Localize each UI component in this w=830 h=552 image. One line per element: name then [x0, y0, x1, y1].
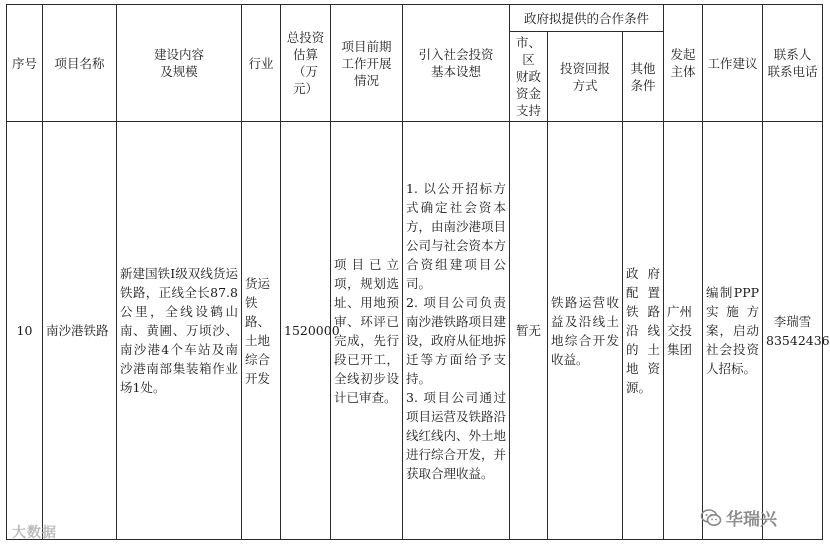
header-industry: 行业	[242, 5, 281, 122]
cell-preparation: 项目已立项，规划选址、用地预审、环评已完成，先行段已开工，全线初步设计已审查。	[331, 122, 403, 540]
header-suggestion: 工作建议	[703, 5, 763, 122]
header-project-name: 项目名称	[43, 5, 117, 122]
cell-other-conditions: 政府配置铁路沿线的土地资源。	[623, 122, 664, 540]
header-contact: 联系人 联系电话	[763, 5, 823, 122]
header-seq: 序号	[7, 5, 43, 122]
header-gov-conditions: 政府拟提供的合作条件	[510, 5, 664, 32]
cell-social-capital: 1. 以公开招标方式确定社会资本方，由南沙港项目公司与社会资本方合资组建项目公司。 2. 项目公司负责南沙港铁路项目建设，政府从征地拆迁等方面给予支持。 3. 项目公司通过项目运营及铁路沿线红线内、外土地进行综合开发，并获取合理收益。	[403, 122, 510, 540]
watermark-right	[700, 505, 777, 530]
cell-content-scale: 新建国铁Ⅰ级双线货运铁路，正线全长87.8公里，全线设鹤山南、黄圃、万顷沙、南沙港4个车站及南沙港南部集装箱作业场1处。	[117, 122, 242, 540]
watermark-left: 大数据	[12, 525, 57, 541]
cell-project-name: 南沙港铁路	[43, 122, 117, 540]
cell-contact	[763, 122, 830, 540]
cell-investment: 1520000	[281, 122, 331, 540]
ppp-project-table	[6, 4, 830, 540]
contact-name: 李瑞雪	[773, 313, 812, 329]
cell-industry: 货运铁路、土地综合开发	[242, 122, 281, 540]
cell-initiator: 广州交投集团	[664, 122, 703, 540]
cell-return-mode: 铁路运营收益及沿线土地综合开发收益。	[548, 122, 623, 540]
table-row	[7, 122, 823, 540]
header-investment: 总投资 估算 （万元）	[281, 5, 331, 122]
watermark-right-text: 华瑞兴	[726, 510, 777, 530]
header-content-scale: 建设内容 及规模	[117, 5, 242, 122]
header-initiator: 发起 主体	[664, 5, 703, 122]
cell-suggestion: 编制PPP实施方案，启动社会投资人招标。	[703, 122, 763, 540]
header-social-capital: 引入社会投资 基本设想	[403, 5, 510, 122]
header-other-conditions: 其他 条件	[623, 32, 664, 122]
contact-phone: 83542436	[766, 332, 830, 348]
header-gov-funding: 市、区 财政 资金 支持	[510, 32, 548, 122]
wechat-icon	[700, 507, 722, 529]
cell-gov-funding: 暂无	[510, 122, 548, 540]
cell-seq: 10	[7, 122, 43, 540]
header-preparation: 项目前期 工作开展 情况	[331, 5, 403, 122]
header-return-mode: 投资回报 方式	[548, 32, 623, 122]
